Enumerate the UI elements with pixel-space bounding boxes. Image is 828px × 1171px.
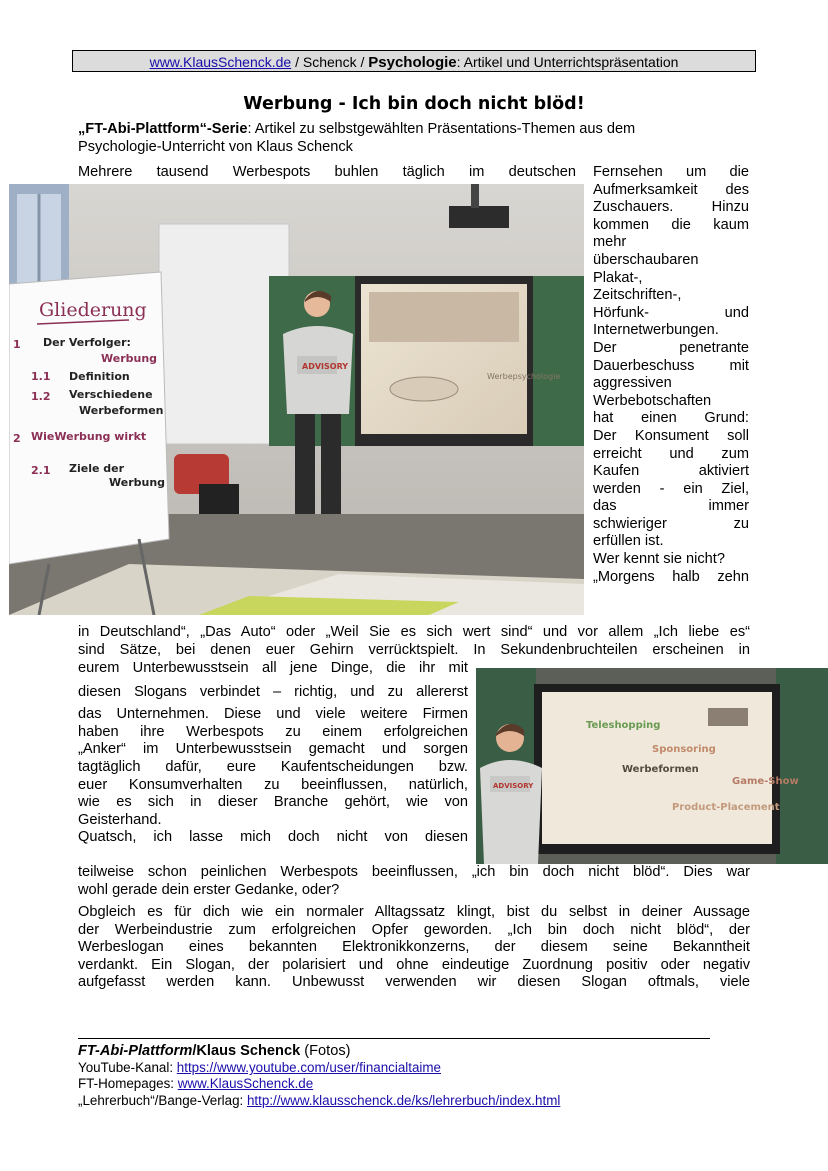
side-line: Der penetrante [593,339,749,356]
book-link[interactable]: http://www.klausschenck.de/ks/lehrerbuch/index.html [246,1092,561,1108]
flip-num: 1.2 [31,390,51,403]
slide-label: Sponsoring [652,744,716,755]
left-line: euer Konsumverhalten zu beeinflussen, natürlich, [78,776,468,793]
footer [78,1042,778,1109]
side-line: aggressiven [593,375,672,392]
flip-num: 1 [13,338,21,351]
flip-item: Verschiedene [69,388,153,401]
full-line: sind Sätze, bei denen euer Gehirn verrücktspielt. In Sekundenbruchteilen erscheinen in [78,641,750,658]
left-line: diesen Slogans verbindet – richtig, und zu allererst [78,683,468,700]
footer-author: /Klaus Schenck [192,1043,301,1059]
full-line: wohl gerade dein erster Gedanke, oder? [78,881,340,898]
side-line: hat einen Grund: [593,410,749,427]
side-line: erreicht und zum [593,445,749,462]
footer-platform: FT-Abi-Plattform [78,1043,193,1059]
para1-left-column [78,660,468,847]
youtube-label: YouTube-Kanal: [78,1060,177,1075]
left-line: wie es sich in dieser Branche gehört, wie von [78,794,468,811]
left-line: „Anker“ im Unterbewusstsein gemacht und sorgen [78,741,468,758]
side-line: Zuschauers. Hinzu [593,199,749,216]
para3-line: der Werbeindustrie zum erfolgreichen Opfer geworden. „Ich bin doch nicht blöd“, der [78,921,750,938]
side-line: schwieriger zu [593,515,749,532]
flipchart-title: Gliederung [39,299,147,321]
flip-item: Der Verfolger: [43,336,131,349]
flip-item: Werbung [109,476,166,489]
slide-label: Game-Show [732,776,799,787]
side-line: Aufmerksamkeit des [593,181,749,198]
screen-text: Werbepsychologie [487,372,561,381]
para3-line: Werbeslogan eines bekannten Elektronikkonzerns, der diesem seine Bekanntheit [78,939,750,956]
footer-photos: (Fotos) [300,1043,351,1059]
side-line: das immer [593,498,749,515]
shirt-text: ADVISORY [302,362,349,371]
youtube-link[interactable]: https://www.youtube.com/user/financialtaime [176,1060,441,1075]
side-line: überschaubaren [593,251,699,268]
side-line: „Morgens halb zehn [593,568,749,585]
site-link[interactable]: www.KlausSchenck.de [149,54,292,70]
side-line: Hörfunk- und [593,304,749,321]
full-line: in Deutschland“, „Das Auto“ oder „Weil Sie es sich wert sind“ und vor allem „Ich liebe es“ [78,624,750,640]
para3-line: verdankt. Ein Slogan, der polarisiert und ohne eindeutige Zuordnung positiv oder negativ [78,956,750,973]
header-sep: / Schenck / [291,54,369,70]
classroom-photo-2 [476,668,828,864]
left-line: haben ihre Werbespots zu einem erfolgreichen [78,723,468,740]
side-line: erfüllen ist. [593,533,664,550]
side-line: kommen die kaum [593,216,749,233]
flip-item: Werbeformen [79,404,164,417]
side-line: Der Konsument soll [593,427,749,444]
para1-first-line: Mehrere tausend Werbespots buhlen täglich im deutschen [78,164,576,180]
para3-line: aufgefasst werden kann. Unbewusst verwenden wir diesen Slogan oftmals, viele [78,974,750,991]
series-label: „FT-Abi-Plattform“-Serie [78,121,248,137]
side-line: Werbebotschaften [593,392,712,409]
side-line: Wer kennt sie nicht? [593,551,725,568]
left-line: das Unternehmen. Diese und viele weitere Firmen [78,706,468,723]
header-subject: Psychologie [368,54,457,71]
slide-label: Teleshopping [586,720,661,731]
shirt-text-2: ADVISORY [493,782,534,790]
side-line: Zeitschriften-, [593,287,682,304]
photo1-drawing [9,184,584,615]
flip-item: Definition [69,370,130,383]
flip-num: 2 [13,432,21,445]
page-header [72,50,756,72]
side-line: mehr [593,234,627,251]
para1-full-lines [78,624,750,659]
series-rest: : Artikel zu selbstgewählten Präsentations-Themen aus dem [247,121,636,137]
classroom-photo-1 [9,184,584,615]
book-label: „Lehrerbuch“/Bange-Verlag: [78,1092,247,1108]
left-line: tagtäglich dafür, eure Kaufentscheidungen bzw. [78,758,468,775]
full-line: teilweise schon peinlichen Werbespots beeinflussen, „ich bin doch nicht blöd“. Dies war [78,864,750,880]
intro [78,121,750,156]
side-line: Fernsehen um die [593,164,749,180]
homepage-label: FT-Homepages: [78,1076,178,1092]
flip-item: Werbung [101,352,158,365]
footer-rule [78,1038,710,1039]
flip-num: 2.1 [31,464,51,477]
flip-item: WieWerbung wirkt [31,430,147,443]
page-title: Werbung - Ich bin doch nicht blöd! [243,94,585,114]
para2-left-line: Quatsch, ich lasse mich doch nicht von diesen [78,829,468,846]
side-line: werden - ein Ziel, [593,480,749,497]
side-line: Dauerbeschuss mit [593,357,749,374]
left-line: Geisterhand. [78,811,162,828]
photo2-drawing [476,668,828,864]
homepage-link[interactable]: www.KlausSchenck.de [177,1076,314,1092]
slide-label: Werbeformen [622,764,699,775]
flip-num: 1.1 [31,370,51,383]
slide-label: Product-Placement [672,802,780,813]
flip-item: Ziele der [69,462,125,475]
left-line: eurem Unterbewusstsein all jene Dinge, die ihr mit [78,660,468,676]
side-line: Internetwerbungen. [593,322,719,339]
header-rest: : Artikel und Unterrichtspräsentation [456,54,679,70]
para3 [78,904,750,992]
side-line: Plakat-, [593,269,643,286]
series-line2: Psychologie-Unterricht von Klaus Schenck [78,138,353,155]
para1-side-column [593,164,749,586]
side-line: Kaufen aktiviert [593,463,749,480]
para3-line: Obgleich es für dich wie ein normaler Alltagssatz klingt, bist du selbst in deiner Aussage [78,904,750,920]
para2-full-lines [78,864,750,899]
